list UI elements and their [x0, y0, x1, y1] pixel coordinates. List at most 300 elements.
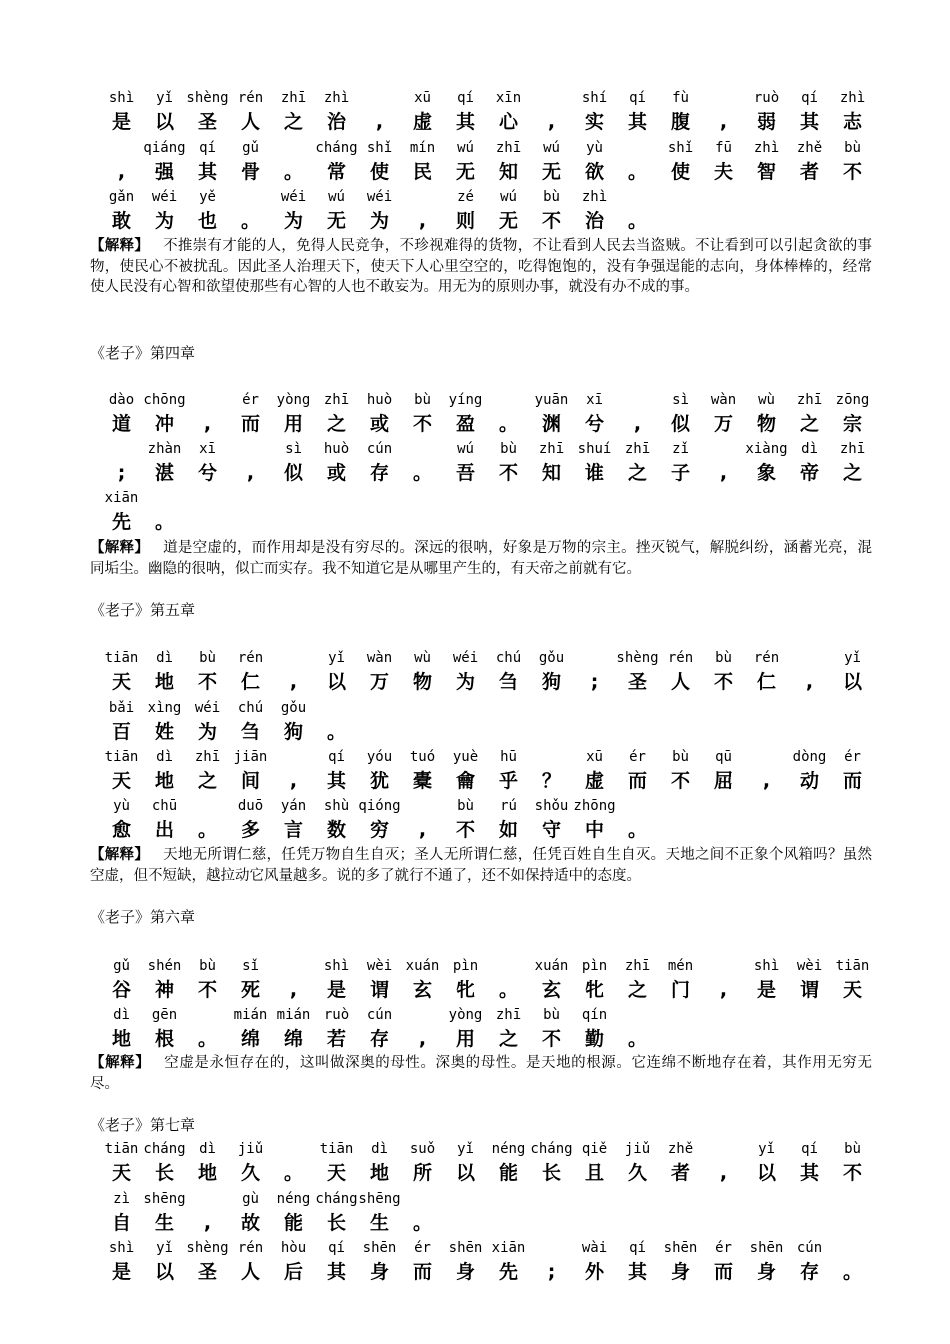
pinyin [229, 438, 272, 460]
pinyin [186, 795, 229, 817]
pinyin: xīn [495, 90, 522, 106]
pinyin: rén [753, 650, 780, 666]
pinyin: tiān [104, 1141, 139, 1157]
hanzi: 而 [627, 770, 647, 792]
hanzi: 所 [412, 1162, 432, 1184]
pinyin: sǐ [242, 958, 259, 974]
pinyin-text-row [100, 647, 880, 697]
explanation-paragraph [90, 845, 872, 886]
hanzi: 不 [713, 671, 733, 693]
pinyin: ér [242, 392, 259, 408]
hanzi: 谓 [799, 979, 819, 1001]
pinyin: chū [151, 798, 178, 814]
hanzi: , [547, 111, 556, 133]
pinyin: tiān [104, 749, 139, 765]
hanzi: 多 [240, 819, 260, 841]
hanzi: 治 [326, 111, 346, 133]
pinyin: xī [586, 392, 603, 408]
chapter-heading: 《老子》第四章 [90, 344, 196, 362]
explanation-text: 不推崇有才能的人，免得人民竞争，不珍视难得的货物，不让看到人民去当盗贼。不让看到可以引起贪欲的事物，使民心不被扰乱。因此圣人治理天下，使天下人心里空空的，吃得饱饱的，没有争强逞能的志向，身体棒棒的，经常使人民没有心智和欲望使那些有心智的人也不敢妄为。用无为的原则办事，就没有办不成的事。 [90, 238, 873, 295]
pinyin: néng [491, 1141, 526, 1157]
hanzi: 久 [627, 1162, 647, 1184]
pinyin: zì [113, 1191, 130, 1207]
pinyin [401, 438, 444, 460]
pinyin [401, 1188, 444, 1210]
pinyin: wéi [151, 189, 178, 205]
pinyin: bù [672, 749, 689, 765]
pinyin: zōng [835, 392, 870, 408]
hanzi: 欲 [584, 161, 604, 183]
pinyin [616, 389, 659, 411]
pinyin: suǒ [409, 1141, 436, 1157]
hanzi: 虚 [584, 770, 604, 792]
hanzi: 屈 [713, 770, 733, 792]
explanation-text: 道是空虚的，而作用却是没有穷尽的。深远的很呐，好象是万物的宗主。挫灭锐气，解脱纠纷，涵蓄光亮，混同垢尘。幽隐的很呐，似亡而实存。我不知道它是从哪里产生的，有天帝之前就有它。 [90, 540, 873, 577]
hanzi: 用 [283, 413, 303, 435]
hanzi: 玄 [541, 979, 561, 1001]
explanation-label: 【解释】 [90, 237, 150, 254]
pinyin: yǐ [457, 1141, 474, 1157]
hanzi: 万 [369, 671, 389, 693]
hanzi: 其 [197, 161, 217, 183]
pinyin: xū [586, 749, 603, 765]
hanzi: 天 [842, 979, 862, 1001]
hanzi: 似 [283, 462, 303, 484]
hanzi: 穷 [369, 819, 389, 841]
pinyin [401, 186, 444, 208]
pinyin [487, 389, 530, 411]
pinyin: zhī [323, 392, 350, 408]
pinyin-text-row [100, 1188, 880, 1238]
pinyin: zhì [839, 90, 866, 106]
hanzi: 而 [412, 1261, 432, 1283]
pinyin: zhī [280, 90, 307, 106]
pinyin: shì [108, 1240, 135, 1256]
pinyin: cún [366, 441, 393, 457]
hanzi: , [633, 413, 642, 435]
pinyin [100, 137, 143, 159]
pinyin: hòu [280, 1240, 307, 1256]
hanzi: , [719, 462, 728, 484]
hanzi: 且 [584, 1162, 604, 1184]
hanzi: 天 [326, 1162, 346, 1184]
hanzi: 渊 [541, 413, 561, 435]
hanzi: 守 [541, 819, 561, 841]
pinyin: shuí [577, 441, 612, 457]
pinyin: wéi [194, 700, 221, 716]
pinyin: xiān [491, 1240, 526, 1256]
hanzi: 物 [412, 671, 432, 693]
pinyin [702, 438, 745, 460]
pinyin [186, 1188, 229, 1210]
pinyin [272, 1138, 315, 1160]
hanzi: 若 [326, 1028, 346, 1050]
pinyin: qí [199, 140, 216, 156]
hanzi: 兮 [197, 462, 217, 484]
pinyin: xuán [405, 958, 440, 974]
hanzi: 圣 [197, 111, 217, 133]
hanzi: 。 [627, 1028, 647, 1050]
pinyin: dì [156, 749, 173, 765]
pinyin: gǒu [538, 650, 565, 666]
pinyin: xìng [147, 700, 182, 716]
hanzi: 不 [498, 462, 518, 484]
hanzi: 。 [154, 511, 174, 533]
hanzi: 是 [326, 979, 346, 1001]
pinyin: ruò [323, 1007, 350, 1023]
pinyin: jiǔ [624, 1141, 651, 1157]
pinyin: rú [500, 798, 517, 814]
pinyin [788, 647, 831, 669]
hanzi: 地 [154, 770, 174, 792]
pinyin: zhàn [147, 441, 182, 457]
pinyin: bù [414, 392, 431, 408]
pinyin-text-row [100, 795, 880, 845]
pinyin [186, 389, 229, 411]
pinyin [143, 487, 186, 509]
pinyin: yán [280, 798, 307, 814]
hanzi: 间 [240, 770, 260, 792]
hanzi: 天 [111, 671, 131, 693]
explanation-label: 【解释】 [90, 1054, 151, 1071]
pinyin-text-row [100, 438, 880, 488]
hanzi: 身 [756, 1261, 776, 1283]
pinyin: néng [276, 1191, 311, 1207]
pinyin: gù [242, 1191, 259, 1207]
pinyin: yòng [448, 1007, 483, 1023]
pinyin [702, 87, 745, 109]
hanzi: 为 [455, 671, 475, 693]
pinyin: qiáng [143, 140, 186, 156]
hanzi: , [289, 671, 298, 693]
hanzi: 志 [842, 111, 862, 133]
hanzi: 。 [412, 1212, 432, 1234]
hanzi: 不 [197, 979, 217, 1001]
pinyin: pìn [581, 958, 608, 974]
hanzi: 而 [713, 1261, 733, 1283]
pinyin: xiān [104, 490, 139, 506]
pinyin [616, 186, 659, 208]
hanzi: 姓 [154, 721, 174, 743]
hanzi: 牝 [584, 979, 604, 1001]
hanzi: 。 [842, 1261, 862, 1283]
pinyin: yù [113, 798, 130, 814]
hanzi: 不 [670, 770, 690, 792]
pinyin: zǐ [672, 441, 689, 457]
hanzi: 之 [799, 413, 819, 435]
hanzi: 不 [455, 819, 475, 841]
hanzi: 知 [541, 462, 561, 484]
pinyin [616, 1004, 659, 1026]
pinyin: cháng [143, 1141, 186, 1157]
pinyin: zhī [495, 1007, 522, 1023]
pinyin-text-row [100, 1004, 880, 1054]
pinyin [100, 438, 143, 460]
pinyin [616, 795, 659, 817]
pinyin: yuè [452, 749, 479, 765]
hanzi: , [418, 819, 427, 841]
pinyin [487, 955, 530, 977]
hanzi: 门 [670, 979, 690, 1001]
hanzi: 百 [111, 721, 131, 743]
hanzi: 或 [326, 462, 346, 484]
pinyin-text-row [100, 1138, 880, 1188]
pinyin: yǐ [156, 1240, 173, 1256]
hanzi: 盈 [455, 413, 475, 435]
hanzi: 中 [584, 819, 604, 841]
pinyin: dì [371, 1141, 388, 1157]
hanzi: 湛 [154, 462, 174, 484]
pinyin: mián [233, 1007, 268, 1023]
pinyin: shēng [358, 1191, 401, 1207]
pinyin: jiǔ [237, 1141, 264, 1157]
hanzi: 身 [670, 1261, 690, 1283]
hanzi: ; [590, 671, 599, 693]
hanzi: 生 [369, 1212, 389, 1234]
pinyin: dì [113, 1007, 130, 1023]
hanzi: 敢 [111, 210, 131, 232]
hanzi: 吾 [455, 462, 475, 484]
pinyin: mián [276, 1007, 311, 1023]
hanzi: 橐 [412, 770, 432, 792]
hanzi: 长 [541, 1162, 561, 1184]
pinyin: qiě [581, 1141, 608, 1157]
hanzi: 存 [799, 1261, 819, 1283]
pinyin: bǎi [108, 700, 135, 716]
hanzi: 数 [326, 819, 346, 841]
pinyin [401, 795, 444, 817]
pinyin-text-row [100, 186, 880, 236]
hanzi: 为 [283, 210, 303, 232]
hanzi: 其 [627, 1261, 647, 1283]
pinyin: wéi [452, 650, 479, 666]
hanzi: 先 [111, 511, 131, 533]
pinyin: cháng [315, 140, 358, 156]
pinyin: tiān [319, 1141, 354, 1157]
hanzi: 。 [283, 1162, 303, 1184]
hanzi: 外 [584, 1261, 604, 1283]
pinyin: shēn [362, 1240, 397, 1256]
pinyin: xū [414, 90, 431, 106]
pinyin: zhì [753, 140, 780, 156]
pinyin: zhī [839, 441, 866, 457]
hanzi: 能 [498, 1162, 518, 1184]
pinyin: cháng [315, 1191, 358, 1207]
hanzi: 知 [498, 161, 518, 183]
hanzi: 象 [756, 462, 776, 484]
hanzi: , [203, 1212, 212, 1234]
pinyin: wú [543, 140, 560, 156]
hanzi: 狗 [541, 671, 561, 693]
hanzi: ; [117, 462, 126, 484]
pinyin: zé [457, 189, 474, 205]
hanzi: 无 [326, 210, 346, 232]
pinyin: yě [199, 189, 216, 205]
pinyin: yòng [276, 392, 311, 408]
pinyin: ér [844, 749, 861, 765]
hanzi: 虚 [412, 111, 432, 133]
explanation-text: 天地无所谓仁慈，任凭万物自生自灭；圣人无所谓仁慈，任凭百姓自生自灭。天地之间不正象个风箱吗？虽然空虚，但不短缺，越拉动它风量越多。说的多了就行不通了，还不如保持适中的态度。 [90, 847, 873, 884]
pinyin: rén [237, 90, 264, 106]
pinyin: tiān [104, 650, 139, 666]
pinyin: wú [500, 189, 517, 205]
hanzi: 。 [197, 1028, 217, 1050]
pinyin: qióng [358, 798, 401, 814]
hanzi: 以 [455, 1162, 475, 1184]
hanzi: 用 [455, 1028, 475, 1050]
hanzi: 。 [627, 210, 647, 232]
hanzi: , [375, 111, 384, 133]
pinyin [702, 1138, 745, 1160]
pinyin [745, 746, 788, 768]
hanzi: , [805, 671, 814, 693]
hanzi: 神 [154, 979, 174, 1001]
pinyin: wù [758, 392, 775, 408]
pinyin-text-row [100, 1237, 880, 1287]
hanzi: 之 [283, 111, 303, 133]
hanzi: 不 [541, 210, 561, 232]
hanzi: 是 [756, 979, 776, 1001]
hanzi: 而 [240, 413, 260, 435]
pinyin: bù [457, 798, 474, 814]
pinyin: dì [801, 441, 818, 457]
hanzi: , [203, 413, 212, 435]
hanzi: 人 [240, 111, 260, 133]
hanzi: 身 [455, 1261, 475, 1283]
pinyin: shēn [663, 1240, 698, 1256]
pinyin: sì [285, 441, 302, 457]
pinyin: wàn [710, 392, 737, 408]
pinyin: gǒu [280, 700, 307, 716]
pinyin: wù [414, 650, 431, 666]
pinyin: shǐ [366, 140, 393, 156]
hanzi: 长 [326, 1212, 346, 1234]
hanzi: 出 [154, 819, 174, 841]
pinyin [702, 955, 745, 977]
hanzi: 不 [842, 161, 862, 183]
hanzi: 以 [756, 1162, 776, 1184]
hanzi: 是 [111, 111, 131, 133]
hanzi: 而 [842, 770, 862, 792]
pinyin: qí [629, 1240, 646, 1256]
hanzi: 子 [670, 462, 690, 484]
hanzi: 能 [283, 1212, 303, 1234]
pinyin: ruò [753, 90, 780, 106]
pinyin-text-row [100, 697, 880, 747]
pinyin [401, 1004, 444, 1026]
hanzi: 兮 [584, 413, 604, 435]
pinyin: qí [801, 90, 818, 106]
hanzi: 存 [369, 462, 389, 484]
hanzi: 自 [111, 1212, 131, 1234]
pinyin: shí [581, 90, 608, 106]
hanzi: 似 [670, 413, 690, 435]
pinyin: zhì [323, 90, 350, 106]
pinyin [530, 1237, 573, 1259]
hanzi: 物 [756, 413, 776, 435]
chapter-heading: 《老子》第五章 [90, 601, 196, 619]
pinyin: ér [629, 749, 646, 765]
pinyin: yíng [448, 392, 483, 408]
hanzi: 谓 [369, 979, 389, 1001]
hanzi: 为 [154, 210, 174, 232]
pinyin: rén [237, 650, 264, 666]
hanzi: ？ [541, 770, 561, 792]
pinyin [831, 1237, 874, 1259]
pinyin: bù [844, 140, 861, 156]
pinyin: gǔ [242, 140, 259, 156]
pinyin: qí [629, 90, 646, 106]
hanzi: 道 [111, 413, 131, 435]
hanzi: 其 [799, 111, 819, 133]
explanation-label: 【解释】 [90, 846, 150, 863]
hanzi: 心 [498, 111, 518, 133]
hanzi: 人 [240, 1261, 260, 1283]
pinyin: yǐ [328, 650, 345, 666]
pinyin: shèng [186, 90, 229, 106]
pinyin: zhī [495, 140, 522, 156]
explanation-text: 空虚是永恒存在的，这叫做深奥的母性。深奥的母性。是天地的根源。它连绵不断地存在着，其作用无穷无尽。 [90, 1055, 872, 1092]
hanzi: 者 [670, 1162, 690, 1184]
hanzi: 。 [240, 210, 260, 232]
pinyin: cún [366, 1007, 393, 1023]
pinyin [573, 647, 616, 669]
pinyin [229, 186, 272, 208]
pinyin: huò [323, 441, 350, 457]
pinyin: wéi [280, 189, 307, 205]
pinyin: xiàng [745, 441, 788, 457]
pinyin: chú [495, 650, 522, 666]
hanzi: 勤 [584, 1028, 604, 1050]
pinyin: tiān [835, 958, 870, 974]
hanzi: 腹 [670, 111, 690, 133]
hanzi: 智 [756, 161, 776, 183]
pinyin: yù [586, 140, 603, 156]
pinyin: shèng [186, 1240, 229, 1256]
pinyin: gēn [151, 1007, 178, 1023]
pinyin: zhī [538, 441, 565, 457]
hanzi: , [246, 462, 255, 484]
pinyin: zhì [581, 189, 608, 205]
hanzi: 以 [842, 671, 862, 693]
pinyin-text-row [100, 87, 880, 137]
hanzi: 玄 [412, 979, 432, 1001]
pinyin: bù [199, 958, 216, 974]
hanzi: 存 [369, 1028, 389, 1050]
pinyin: zhī [624, 958, 651, 974]
hanzi: 之 [326, 413, 346, 435]
hanzi: , [418, 1028, 427, 1050]
pinyin: jiān [233, 749, 268, 765]
pinyin: wèi [366, 958, 393, 974]
hanzi: 谁 [584, 462, 604, 484]
pinyin: sì [672, 392, 689, 408]
hanzi: 根 [154, 1028, 174, 1050]
hanzi: 久 [240, 1162, 260, 1184]
pinyin: tuó [409, 749, 436, 765]
hanzi: 刍 [498, 671, 518, 693]
pinyin: wú [457, 140, 474, 156]
hanzi: 不 [541, 1028, 561, 1050]
explanation-paragraph [90, 236, 872, 298]
pinyin [358, 87, 401, 109]
hanzi: 。 [498, 979, 518, 1001]
hanzi: 之 [197, 770, 217, 792]
pinyin [272, 647, 315, 669]
pinyin [272, 137, 315, 159]
pinyin: fù [672, 90, 689, 106]
hanzi: 身 [369, 1261, 389, 1283]
